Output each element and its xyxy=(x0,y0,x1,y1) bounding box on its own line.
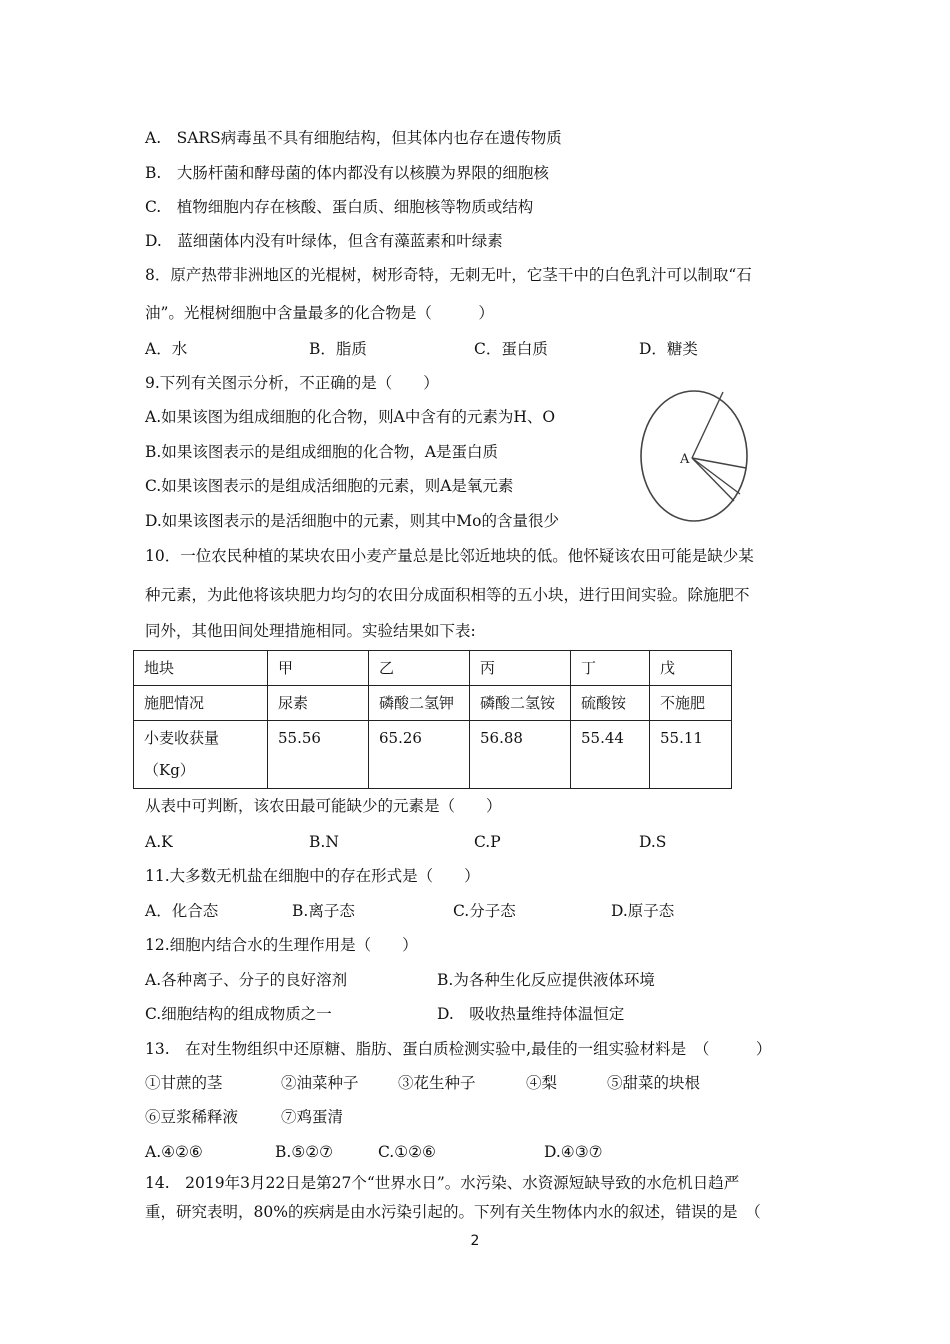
q12-option-a: A.各种离子、分子的良好溶剂 xyxy=(145,971,348,989)
q13-material: ⑦鸡蛋清 xyxy=(281,1108,344,1126)
table-row xyxy=(134,651,732,686)
q8-option-c: C．蛋白质 xyxy=(474,340,548,358)
q10-option-c: C.P xyxy=(474,833,501,851)
table-cell: 55.11 xyxy=(650,721,732,789)
q13-option-c: C.①②⑥ xyxy=(378,1143,436,1161)
table-row xyxy=(134,721,732,789)
q14-stem-line1: 14. 2019年3月22日是第27个“世界水日”。水污染、水资源短缺导致的水危机日趋严 xyxy=(145,1174,740,1192)
q8-option-a: A．水 xyxy=(145,340,188,358)
q8-option-b: B．脂质 xyxy=(309,340,367,358)
yield-label-line1: 小麦收获量 xyxy=(144,729,220,747)
q11-option-d: D.原子态 xyxy=(611,902,675,920)
table-row xyxy=(134,686,732,721)
table-cell: 施肥情况 xyxy=(134,686,268,721)
q9-stem: 9.下列有关图示分析，不正确的是（ ） xyxy=(145,374,439,392)
q8-stem-line1: 8．原产热带非洲地区的光棍树，树形奇特，无刺无叶，它茎干中的白色乳汁可以制取“石 xyxy=(145,266,752,284)
table-cell: 硫酸铵 xyxy=(571,686,650,721)
table-cell: 甲 xyxy=(268,651,369,686)
table-cell: 磷酸二氢钾 xyxy=(369,686,470,721)
q13-material: ⑤甜菜的块根 xyxy=(607,1074,701,1092)
table-cell: 磷酸二氢铵 xyxy=(470,686,571,721)
table-cell xyxy=(134,721,268,789)
table-cell: 56.88 xyxy=(470,721,571,789)
table-cell: 地块 xyxy=(134,651,268,686)
table-cell: 不施肥 xyxy=(650,686,732,721)
table-cell: 乙 xyxy=(369,651,470,686)
q7-option-c: C. 植物细胞内存在核酸、蛋白质、细胞核等物质或结构 xyxy=(145,198,534,216)
pie-outline xyxy=(641,391,747,521)
q10-option-b: B.N xyxy=(309,833,339,851)
q13-material: ⑥豆浆稀释液 xyxy=(145,1108,239,1126)
q9-option-c: C.如果该图表示的是组成活细胞的元素，则A是氧元素 xyxy=(145,477,514,495)
q13-option-d: D.④③⑦ xyxy=(544,1143,603,1161)
q13-material: ②油菜种子 xyxy=(281,1074,359,1092)
table-cell: 丁 xyxy=(571,651,650,686)
pie-divider xyxy=(692,392,723,458)
pie-figure xyxy=(636,388,756,528)
q7-option-b: B. 大肠杆菌和酵母菌的体内都没有以核膜为界限的细胞核 xyxy=(145,164,549,182)
q8-option-d: D．糖类 xyxy=(639,340,698,358)
q8-stem-line2: 油”。光棍树细胞中含量最多的化合物是（ ） xyxy=(145,304,494,322)
q10-stem-line2: 种元素，为此他将该块肥力均匀的农田分成面积相等的五小块，进行田间实验。除施肥不 xyxy=(145,586,750,604)
table-cell: 55.44 xyxy=(571,721,650,789)
q13-stem: 13. 在对生物组织中还原糖、脂肪、蛋白质检测实验中,最佳的一组实验材料是 （ ） xyxy=(145,1040,772,1058)
q7-option-d: D. 蓝细菌体内没有叶绿体，但含有藻蓝素和叶绿素 xyxy=(145,232,503,250)
page-number: 2 xyxy=(470,1233,480,1249)
q12-stem: 12.细胞内结合水的生理作用是（ ） xyxy=(145,936,418,954)
table-cell: 丙 xyxy=(470,651,571,686)
q9-option-d: D.如果该图表示的是活细胞中的元素，则其中Mo的含量很少 xyxy=(145,512,560,530)
table-cell: 65.26 xyxy=(369,721,470,789)
q12-option-d: D. 吸收热量维持体温恒定 xyxy=(437,1005,625,1023)
q13-option-a: A.④②⑥ xyxy=(145,1143,203,1161)
q11-option-b: B.离子态 xyxy=(292,902,355,920)
yield-label-line2: （Kg） xyxy=(144,761,195,779)
q13-material: ①甘蔗的茎 xyxy=(145,1074,223,1092)
q13-material: ③花生种子 xyxy=(398,1074,476,1092)
q11-option-c: C.分子态 xyxy=(453,902,516,920)
pie-label-a: A xyxy=(680,452,690,467)
results-table xyxy=(133,650,732,789)
pie-divider xyxy=(692,458,740,494)
table-cell: 55.56 xyxy=(268,721,369,789)
q12-option-c: C.细胞结构的组成物质之一 xyxy=(145,1005,332,1023)
q10-option-a: A.K xyxy=(145,833,173,851)
q11-option-a: A．化合态 xyxy=(145,902,219,920)
q12-option-b: B.为各种生化反应提供液体环境 xyxy=(437,971,655,989)
q14-stem-line2: 重，研究表明，80%的疾病是由水污染引起的。下列有关生物体内水的叙述，错误的是 （ xyxy=(145,1203,761,1221)
q10-question: 从表中可判断，该农田最可能缺少的元素是（ ） xyxy=(145,797,502,815)
q13-option-b: B.⑤②⑦ xyxy=(275,1143,334,1161)
q7-option-a: A. SARS病毒虽不具有细胞结构，但其体内也存在遗传物质 xyxy=(145,129,562,147)
q9-option-b: B.如果该图表示的是组成细胞的化合物，A是蛋白质 xyxy=(145,443,499,461)
q10-stem-line3: 同外，其他田间处理措施相同。实验结果如下表: xyxy=(145,622,476,640)
q10-stem-line1: 10．一位农民种植的某块农田小麦产量总是比邻近地块的低。他怀疑该农田可能是缺少某 xyxy=(145,547,754,565)
q9-option-a: A.如果该图为组成细胞的化合物，则A中含有的元素为H、O xyxy=(145,408,556,426)
q11-stem: 11.大多数无机盐在细胞中的存在形式是（ ） xyxy=(145,867,480,885)
q10-option-d: D.S xyxy=(639,833,667,851)
q13-material: ④梨 xyxy=(526,1074,558,1092)
table-cell: 戊 xyxy=(650,651,732,686)
table-cell: 尿素 xyxy=(268,686,369,721)
